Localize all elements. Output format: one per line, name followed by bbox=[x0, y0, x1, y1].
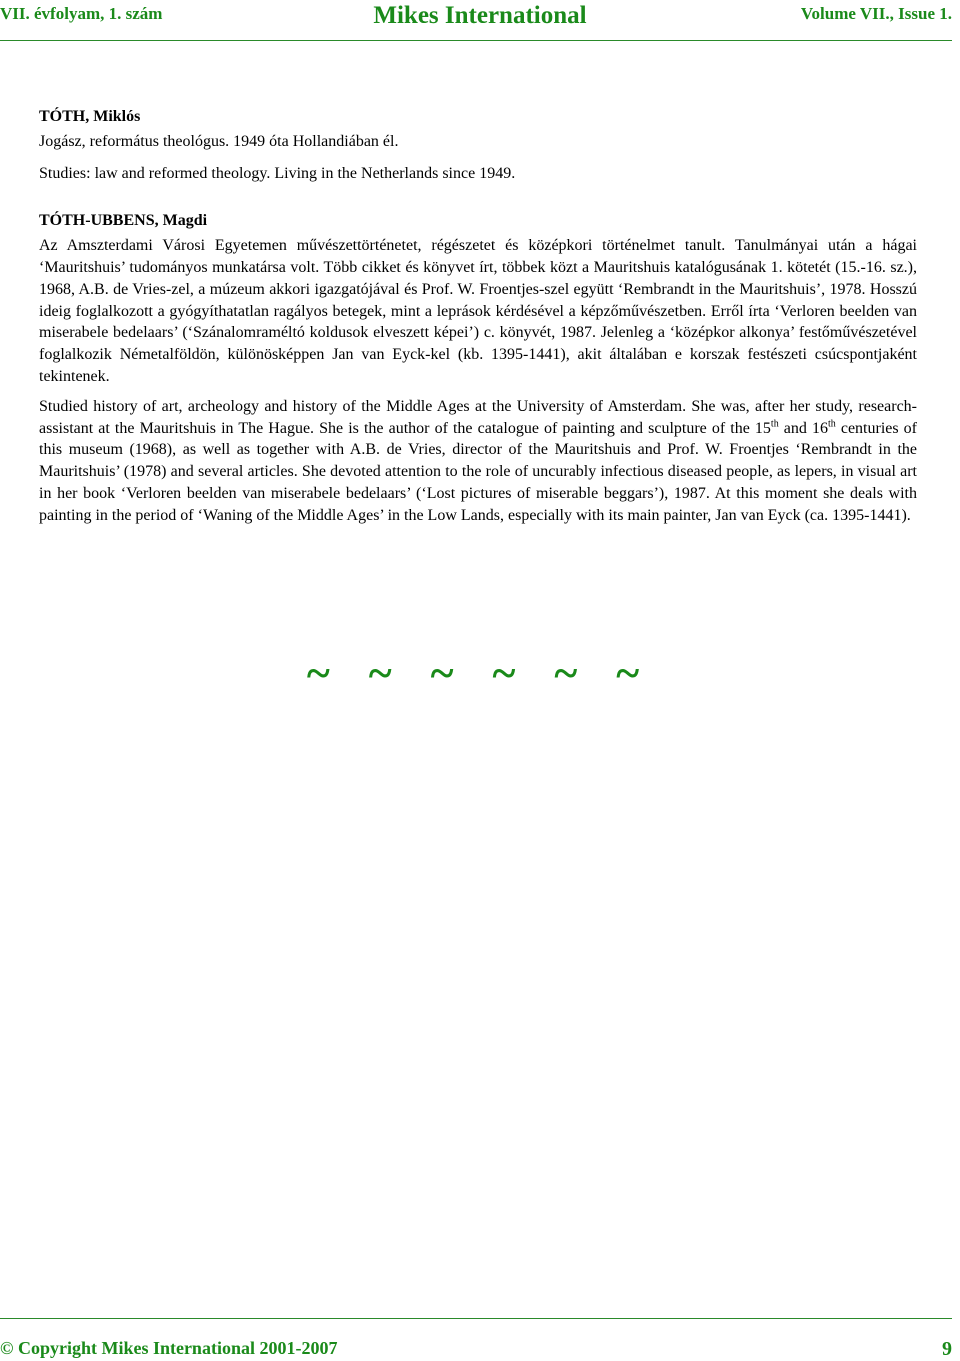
footer-rule bbox=[0, 1318, 952, 1319]
page-header bbox=[0, 0, 960, 40]
text-segment: Studied history of art, archeology and history of the Middle Ages at the University of Amsterdam. She was, after her study, research-assistant at the Mauritshuis in The Hague. She is the author of the catalogue of painting and sculpture of the 15 bbox=[39, 397, 917, 437]
volume-hungarian: VII. évfolyam, 1. szám bbox=[0, 4, 163, 23]
spacer bbox=[39, 194, 917, 210]
entry-text-english bbox=[39, 396, 917, 527]
copyright-notice: © Copyright Mikes International 2001-2007 bbox=[0, 1338, 338, 1358]
header-rule bbox=[0, 40, 952, 41]
entry-toth-miklos bbox=[39, 106, 917, 184]
entry-text-hungarian: Jogász, református theológus. 1949 óta Hollandiában él. bbox=[39, 132, 399, 150]
text-segment: centuries of this museum (1968), as well as together with A.B. de Vries, director of the Mauritshuis and Prof. W. Froentjes ‘Rembrandt in the Mauritshuis’ (1978) and several articles. She devoted attention to the role of uncurably infectious diseased people, as lepers, in visual art in her book ‘Verloren beelden van miserabele bedelaars’ (‘Lost pictures of miserable beggars’), 1987. At this moment she deals with painting in the period of ‘Waning of the Middle Ages’ in the Low Lands, especially with its main painter, Jan van Eyck (ca. 1395-1441). bbox=[39, 419, 918, 524]
entry-text-english: Studies: law and reformed theology. Living in the Netherlands since 1949. bbox=[39, 164, 516, 182]
entry-name: TÓTH-UBBENS, Magdi bbox=[39, 212, 208, 230]
volume-english: Volume VII., Issue 1. bbox=[800, 4, 952, 23]
text-segment: and 16 bbox=[778, 419, 828, 437]
entry-text-hungarian: Az Amszterdami Városi Egyetemen művészettörténetet, régészetet és középkori történelmet tanult. Tanulmányai után a hágai ‘Mauritshuis’ tudományos munkatársa volt. Több cikket és könyvet írt, többek közt a Mauritshuis katalógusának 1. kötetét (15.-16. sz.), 1968, A.B. de Vries-zel, a múzeum akkori igazgatójával és Prof. W. Froentjes-szel együtt ‘Rembrandt in the Mauritshuis’, 1978. Hosszú ideig foglalkozott a gyógyíthatatlan ragályos betegek, mint a leprások kérdésével a képzőművészetben. Erről írta ‘Verloren beelden van miserabele bedelaars’ (‘Szánalomraméltó koldusok elveszett képei’) c. könyvét, 1987. Jelenleg a ‘középkor alkonya’ festőművészetével foglalkozik Németalföldön, különösképpen Jan van Eyck-kel (kb. 1395-1441), akit általában e korszak festészeti csúcspontjaként tekintenek. bbox=[39, 237, 917, 385]
section-separator: ~ ~ ~ ~ ~ ~ bbox=[306, 649, 654, 698]
entry-name: TÓTH, Miklós bbox=[39, 108, 141, 125]
entry-toth-ubbens-magdi bbox=[39, 210, 917, 526]
superscript: th bbox=[827, 418, 836, 430]
page-number: 9 bbox=[942, 1338, 952, 1360]
document-body bbox=[39, 106, 917, 527]
journal-title: Mikes International bbox=[373, 2, 587, 29]
superscript: th bbox=[770, 418, 779, 430]
